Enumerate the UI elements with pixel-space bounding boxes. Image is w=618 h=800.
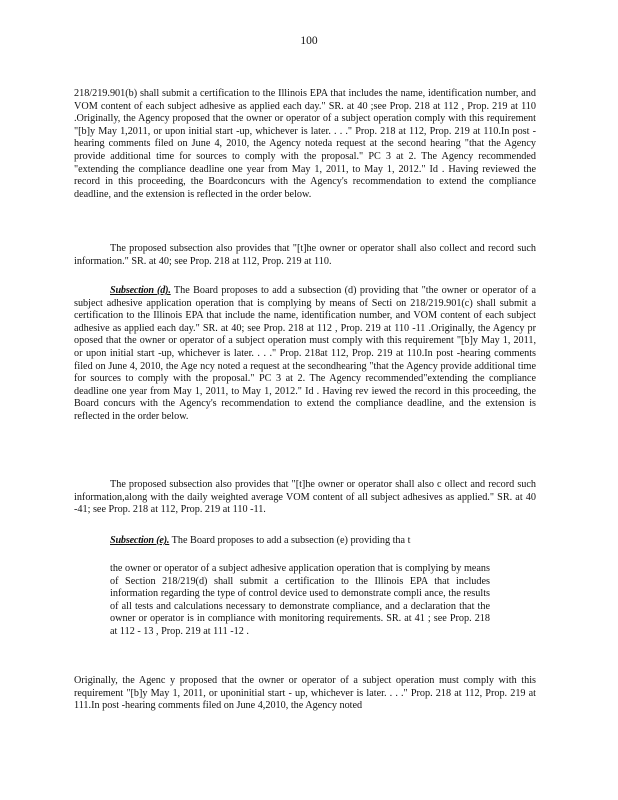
block-quote: the owner or operator of a subject adhesive application operation that is complying by means of Section 218/219(d) shall submit a certification to the Illinois EPA that includes information regarding the type of control device used to demonstrate compli ance, the results of all tests and calculations necessary to demonstrate compliance, and a declaration that the owner or operator is in compliance with monitoring requirements. SR. at 41 ; see Prop. 218 at 112 - 13 , Prop. 219 at 111 -12 .	[110, 563, 490, 637]
paragraph-7: Originally, the Agenc y proposed that the owner or operator of a subject operation must comply with this requirement "[b]y May 1, 2011, or uponinitial start - up, whichever is later. . . ." Prop. 218 at 112, Prop. 219 at 111.In post -hearing comments filed on June 4,2010, the Agency noted	[74, 675, 536, 712]
paragraph-subsection-d	[74, 285, 536, 424]
paragraph-4: The proposed subsection also provides that "[t]he owner or operator shall also c ollect and record such information,along with the daily weighted average VOM content of all subject adhesives as applied." SR. at 40 -41; see Prop. 218 at 112, Prop. 219 at 110 -11.	[74, 479, 536, 516]
subsection-d-heading: Subsection (d).	[110, 285, 171, 296]
paragraph-2: The proposed subsection also provides that "[t]he owner or operator shall also collect and record such information." SR. at 40; see Prop. 218 at 112, Prop. 219 at 110.	[74, 243, 536, 267]
subsection-e-text: The Board proposes to add a subsection (e) providing tha t	[171, 535, 411, 546]
paragraph-1: 218/219.901(b) shall submit a certification to the Illinois EPA that includes the name, identification number, and VOM content of each subject adhesive as applied each day." SR. at 40 ;see Prop. 218 at 112 , Prop. 219 at 110 .Originally, the Agency proposed that the owner or operator of a subject operation comply with this requirement "[b]y May 1,2011, or upon initial start -up, whichever is later. . . ." Prop. 218 at 112, Prop. 219 at 110.In post -hearing comments filed on June 4, 2010, the Agency noteda request at the second hearing "that the Agency provide additional time for sources to comply with the proposal." PC 3 at 2. The Agency recommended "extending the compliance deadline one year from May 1, 2011, to May 1, 2012." Id . Having reviewed the record in this proceeding, the Boardconcurs with the Agency's recommendation to extend the compliance deadline, and the extension is reflected in the order below.	[74, 88, 536, 200]
paragraph-subsection-e	[110, 535, 490, 548]
subsection-e-heading: Subsection (e).	[110, 535, 170, 546]
subsection-d-text: The Board proposes to add a subsection (d) providing that "the owner or operator of a subject adhesive application operation that is complying by means of Secti on 218/219.901(c) shall submit a certification to the Illinois EPA that include the name, identification number, and VOM content of each subject adhesive as applied each day." SR. at 40; see Prop. 218 at 112 , Prop. 219 at 110 -11 .Originally, the Agency pr oposed that the owner or operator of a subject operation must comply with this requirement "[b]y May 1, 2011, or upon initial start -up, whichever is later. . . ." Prop. 218at 112, Prop. 219 at 110.In post -hearing comments filed on June 4, 2010, the Age ncy noted a request at the secondhearing "that the Agency provide additional time for sources to comply with the proposal." PC 3 at 2. The Agency recommended"extending the compliance deadline one year from May 1, 2011, to May 1, 2012." Id . Having rev iewed the record in this proceeding, the Board concurs with the Agency's recommendation to extend the compliance deadline, and the extension is reflected in the order below.	[74, 285, 536, 422]
page-number: 100	[300, 35, 318, 47]
